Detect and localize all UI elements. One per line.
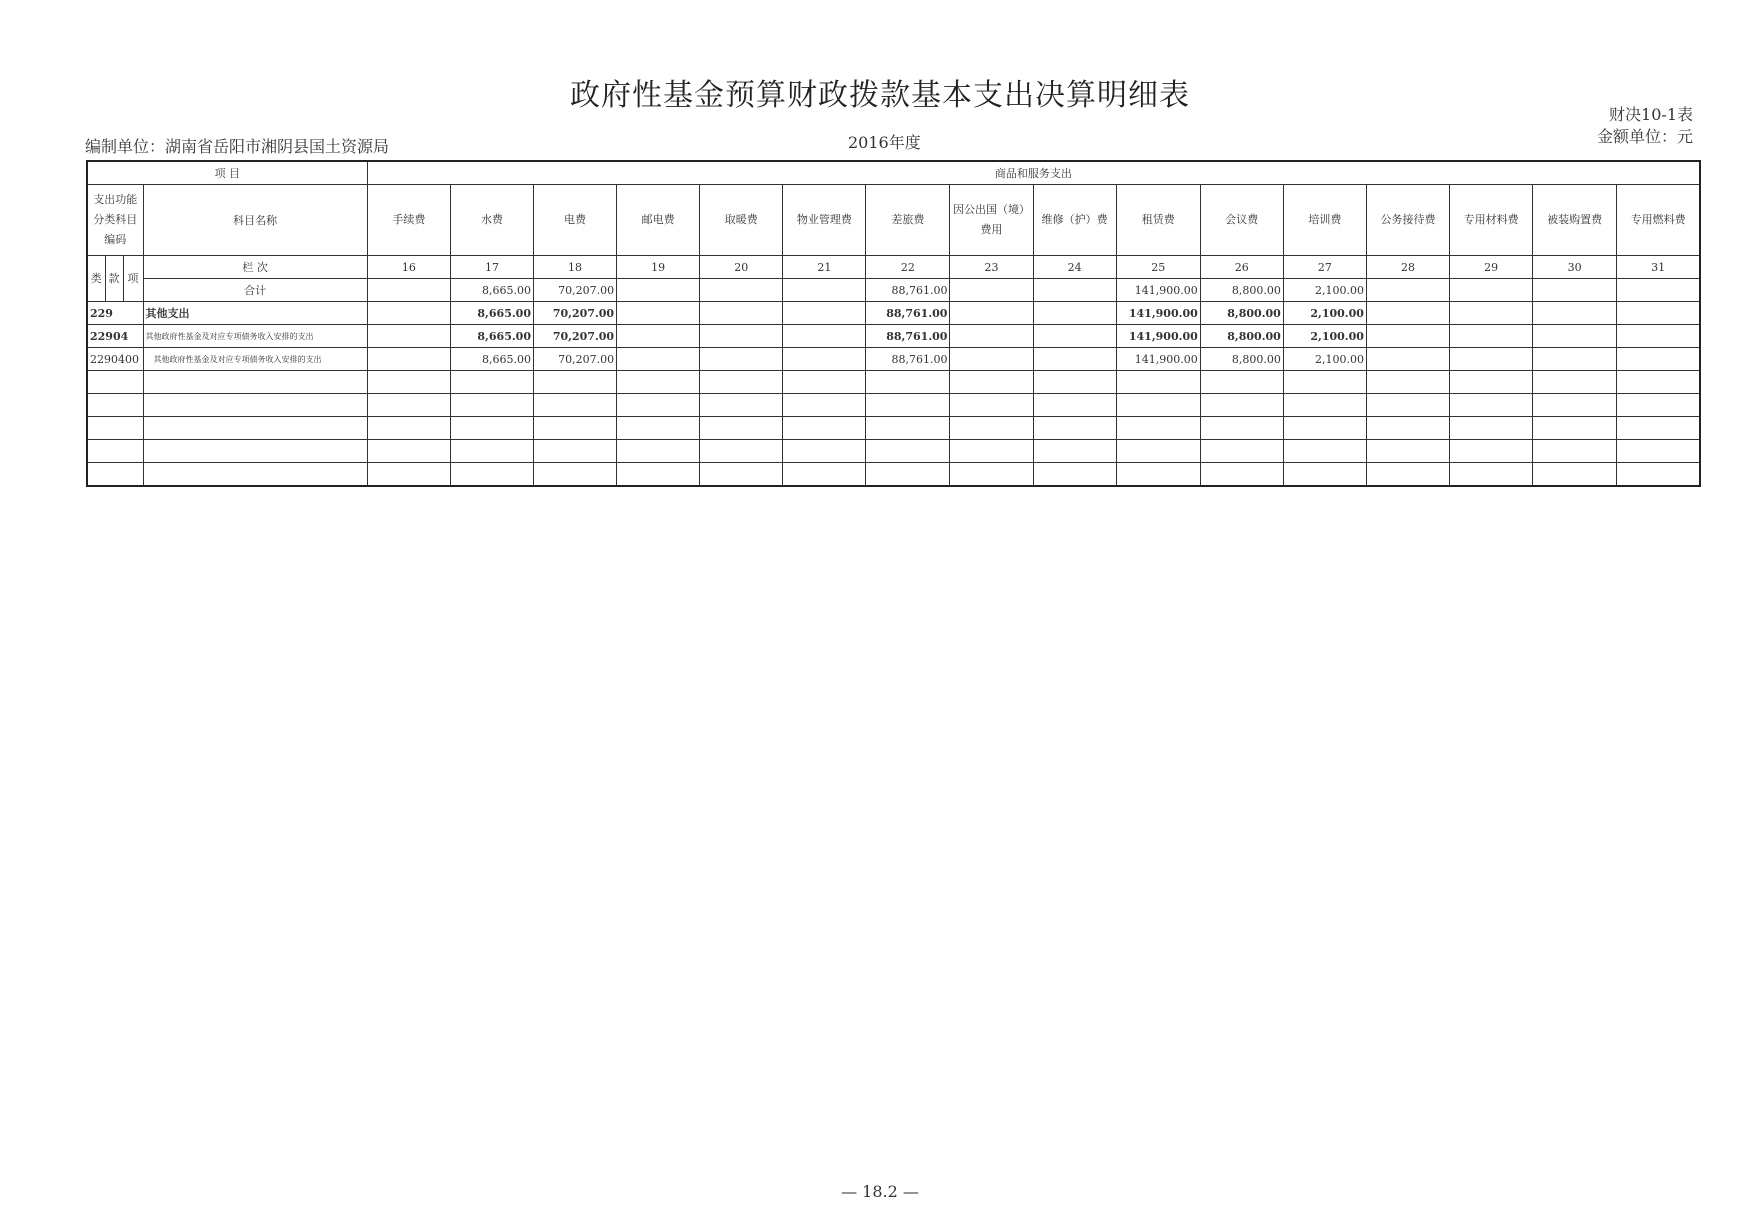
column-header: 会议费	[1200, 185, 1283, 256]
column-number: 22	[866, 256, 950, 279]
table-row	[87, 302, 1700, 325]
column-header: 专用材料费	[1450, 185, 1533, 256]
row-value: 8,800.00	[1200, 325, 1283, 348]
row-value	[1366, 302, 1449, 325]
row-value: 8,800.00	[1200, 279, 1283, 302]
column-number: 25	[1116, 256, 1200, 279]
empty-row	[87, 463, 1700, 487]
header-name: 科目名称	[143, 185, 367, 256]
header-lei: 类	[87, 256, 105, 302]
row-value	[617, 348, 700, 371]
row-name: 其他政府性基金及对应专项债务收入安排的支出	[143, 325, 367, 348]
row-value	[1533, 279, 1617, 302]
header-lanci: 栏 次	[143, 256, 367, 279]
row-value	[950, 302, 1033, 325]
amount-unit: 金额单位：元	[1596, 127, 1693, 146]
row-value: 2,100.00	[1283, 302, 1366, 325]
column-number: 23	[950, 256, 1033, 279]
row-value	[1450, 302, 1533, 325]
row-value	[700, 325, 783, 348]
form-number: 财决10-1表	[1609, 105, 1693, 124]
header-group: 商品和服务支出	[367, 161, 1700, 185]
column-header: 被装购置费	[1533, 185, 1617, 256]
row-value: 88,761.00	[866, 348, 950, 371]
header-kuan: 款	[105, 256, 123, 302]
column-header: 手续费	[367, 185, 450, 256]
empty-row	[87, 440, 1700, 463]
column-number: 18	[534, 256, 617, 279]
row-value	[1366, 348, 1449, 371]
column-number: 27	[1283, 256, 1366, 279]
column-header: 租赁费	[1116, 185, 1200, 256]
row-value: 70,207.00	[534, 302, 617, 325]
column-header: 公务接待费	[1366, 185, 1449, 256]
column-header: 邮电费	[617, 185, 700, 256]
row-value	[1366, 279, 1449, 302]
table-row	[87, 279, 1700, 302]
row-value: 70,207.00	[534, 348, 617, 371]
column-number: 31	[1617, 256, 1700, 279]
row-value	[617, 279, 700, 302]
page-number: — 18.2 —	[841, 1182, 919, 1201]
row-value	[783, 348, 866, 371]
expenditure-table	[86, 160, 1701, 487]
row-code: 229	[87, 302, 143, 325]
column-header: 因公出国（境）费用	[950, 185, 1033, 256]
empty-row	[87, 371, 1700, 394]
header-item: 项 目	[87, 161, 367, 185]
table-row	[87, 325, 1700, 348]
row-value	[783, 325, 866, 348]
column-number: 20	[700, 256, 783, 279]
row-value	[1617, 302, 1700, 325]
page-title: 政府性基金预算财政拨款基本支出决算明细表	[570, 78, 1190, 113]
row-value: 8,665.00	[450, 325, 533, 348]
header-xiang: 项	[123, 256, 143, 302]
row-value: 141,900.00	[1116, 302, 1200, 325]
column-number: 28	[1366, 256, 1449, 279]
column-number: 16	[367, 256, 450, 279]
row-value: 2,100.00	[1283, 279, 1366, 302]
row-value: 8,800.00	[1200, 302, 1283, 325]
row-value	[783, 279, 866, 302]
row-value: 70,207.00	[534, 279, 617, 302]
row-value	[1533, 302, 1617, 325]
row-value	[1366, 325, 1449, 348]
row-value	[950, 325, 1033, 348]
column-number: 19	[617, 256, 700, 279]
row-value	[1617, 348, 1700, 371]
column-number: 29	[1450, 256, 1533, 279]
row-value: 88,761.00	[866, 302, 950, 325]
row-value	[1033, 325, 1116, 348]
column-number: 24	[1033, 256, 1116, 279]
table-row	[87, 348, 1700, 371]
row-value	[1450, 279, 1533, 302]
row-value: 8,800.00	[1200, 348, 1283, 371]
row-name: 合计	[143, 279, 367, 302]
row-value	[617, 325, 700, 348]
row-value	[367, 302, 450, 325]
row-value: 70,207.00	[534, 325, 617, 348]
empty-row	[87, 417, 1700, 440]
row-value: 8,665.00	[450, 302, 533, 325]
row-value: 8,665.00	[450, 279, 533, 302]
row-value	[783, 302, 866, 325]
row-value: 141,900.00	[1116, 348, 1200, 371]
row-value	[1533, 325, 1617, 348]
row-value	[1617, 279, 1700, 302]
column-header: 电费	[534, 185, 617, 256]
row-value	[1533, 348, 1617, 371]
row-value	[700, 348, 783, 371]
row-code: 2290400	[87, 348, 143, 371]
row-value: 141,900.00	[1116, 279, 1200, 302]
column-number: 21	[783, 256, 866, 279]
header-code: 支出功能分类科目编码	[87, 185, 143, 256]
row-value	[1033, 279, 1116, 302]
row-value	[1033, 348, 1116, 371]
column-header: 维修（护）费	[1033, 185, 1116, 256]
row-value	[617, 302, 700, 325]
column-header: 专用燃料费	[1617, 185, 1700, 256]
column-header: 物业管理费	[783, 185, 866, 256]
row-value	[950, 348, 1033, 371]
column-number: 26	[1200, 256, 1283, 279]
row-value	[1450, 325, 1533, 348]
row-value: 2,100.00	[1283, 348, 1366, 371]
column-header: 培训费	[1283, 185, 1366, 256]
row-value: 8,665.00	[450, 348, 533, 371]
row-name: 其他政府性基金及对应专项债务收入安排的支出	[143, 348, 367, 371]
row-value	[1450, 348, 1533, 371]
column-number: 30	[1533, 256, 1617, 279]
row-value: 88,761.00	[866, 325, 950, 348]
row-value	[700, 302, 783, 325]
row-value: 2,100.00	[1283, 325, 1366, 348]
row-value	[367, 348, 450, 371]
column-header: 差旅费	[866, 185, 950, 256]
column-number: 17	[450, 256, 533, 279]
row-value	[1617, 325, 1700, 348]
row-code: 22904	[87, 325, 143, 348]
compiling-unit: 编制单位：湖南省岳阳市湘阴县国土资源局	[85, 137, 390, 156]
column-header: 取暖费	[700, 185, 783, 256]
column-header: 水费	[450, 185, 533, 256]
row-value	[700, 279, 783, 302]
fiscal-year: 2016年度	[848, 133, 921, 152]
row-value	[1033, 302, 1116, 325]
row-value	[367, 325, 450, 348]
row-name: 其他支出	[143, 302, 367, 325]
row-value	[950, 279, 1033, 302]
row-value	[367, 279, 450, 302]
empty-row	[87, 394, 1700, 417]
row-value: 141,900.00	[1116, 325, 1200, 348]
row-value: 88,761.00	[866, 279, 950, 302]
